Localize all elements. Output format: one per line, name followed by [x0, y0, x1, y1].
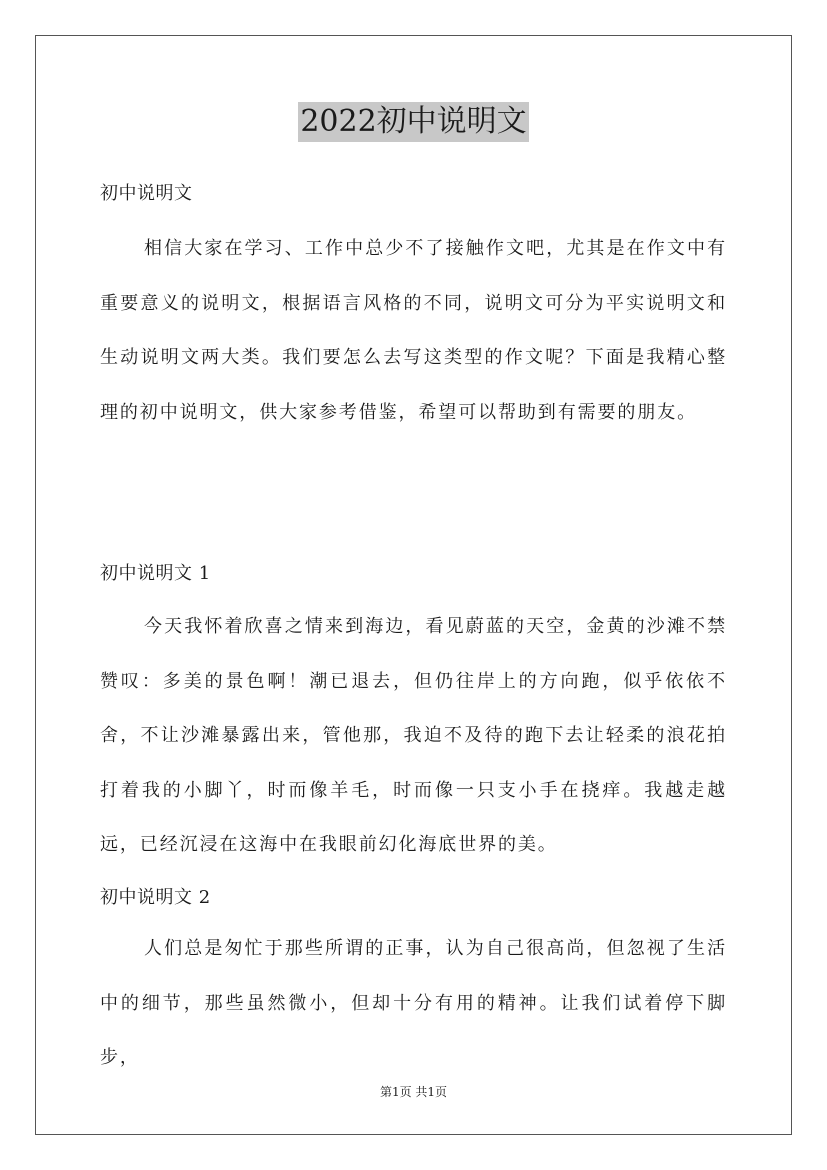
- section1-heading: 初中说明文 1: [100, 563, 211, 584]
- document-title-container: [0, 102, 827, 142]
- section2-paragraph: 人们总是匆忙于那些所谓的正事，认为自己很高尚，但忽视了生活中的细节，那些虽然微小，但却十分有用的精神。让我们试着停下脚步，: [100, 938, 727, 1068]
- intro-heading: 初中说明文: [100, 183, 193, 204]
- document-title: 2022初中说明文: [298, 102, 528, 142]
- page-footer: 第1页 共1页: [379, 1085, 448, 1099]
- section1-paragraph: 今天我怀着欣喜之情来到海边，看见蔚蓝的天空，金黄的沙滩不禁赞叹：多美的景色啊！潮已退去，但仍往岸上的方向跑，似乎依依不舍，不让沙滩暴露出来，管他那，我迫不及待的跑下去让轻柔的浪花拍打着我的小脚丫，时而像羊毛，时而像一只支小手在挠痒。我越走越远，已经沉浸在这海中在我眼前幻化海底世界的美。: [100, 616, 727, 855]
- intro-paragraph: 相信大家在学习、工作中总少不了接触作文吧，尤其是在作文中有重要意义的说明文，根据语言风格的不同，说明文可分为平实说明文和生动说明文两大类。我们要怎么去写这类型的作文呢？下面是我精心整理的初中说明文，供大家参考借鉴，希望可以帮助到有需要的朋友。: [100, 238, 727, 423]
- section2-heading: 初中说明文 2: [100, 887, 211, 908]
